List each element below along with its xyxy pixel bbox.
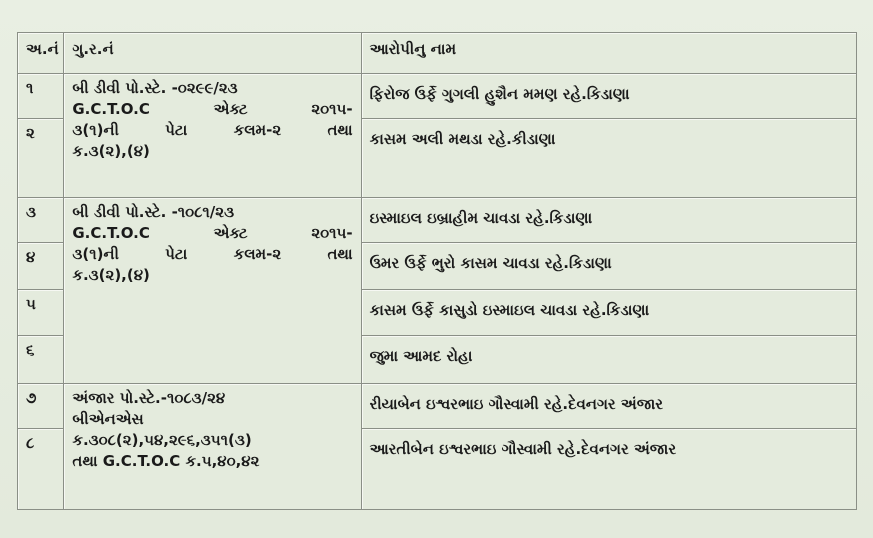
- header-accused-name: આરોપીનુ નામ: [361, 33, 856, 74]
- table-row: [18, 74, 857, 119]
- serial-no: ૮: [18, 429, 64, 510]
- serial-no: ૫: [18, 289, 64, 335]
- accused-name: કાસમ અલી મથડા રહે.કીડાણા: [361, 119, 856, 198]
- serial-no: ૩: [18, 197, 64, 242]
- case-line: ક.૩૦૮(૨),૫૪,૨૯૬,૩૫૧(૩): [72, 430, 252, 449]
- case-line: ૩(૧)ની પેટા કલમ-૨ તથા: [72, 121, 353, 139]
- accused-name: રીયાબેન ઇશ્વરભાઇ ગૌસ્વામી રહે.દેવનગર અંજાર: [361, 383, 856, 428]
- accused-name: ફિરોજ ઉર્ફે ગુગલી હુશૈન મમણ રહે.કિડાણા: [361, 74, 856, 119]
- header-row: [18, 33, 857, 74]
- serial-no: ૧: [18, 74, 64, 119]
- case-line: G.C.T.O.C એક્ટ ૨૦૧૫-: [72, 223, 353, 242]
- case-line: ક.૩(૨),(૪): [72, 265, 150, 284]
- case-reference: [64, 74, 361, 198]
- case-line: અંજાર પો.સ્ટે.-૧૦૮૩/૨૪: [72, 388, 226, 407]
- table-row: [18, 197, 857, 242]
- table-row: [18, 383, 857, 428]
- accused-name: જુમા આમદ રોહા: [361, 336, 856, 384]
- serial-no: ૪: [18, 243, 64, 289]
- accused-name: ઇસ્માઇલ ઇબ્રાહીમ ચાવડા રહે.કિડાણા: [361, 197, 856, 242]
- accused-table: [17, 32, 857, 510]
- header-case-no: ગુ.ર.નં: [64, 33, 361, 74]
- accused-name: ઉમર ઉર્ફે ભુરો કાસમ ચાવડા રહે.કિડાણા: [361, 243, 856, 289]
- case-line: ક.૩(૨),(૪): [72, 142, 150, 160]
- case-line: બી ડીવી પો.સ્ટે. -૧૦૮૧/૨૩: [72, 202, 235, 221]
- case-line: તથા G.C.T.O.C ક.૫,૪૦,૪૨: [72, 451, 260, 470]
- case-line: G.C.T.O.C એક્ટ ૨૦૧૫-: [72, 100, 353, 118]
- serial-no: ૨: [18, 119, 64, 198]
- case-reference: [64, 383, 361, 509]
- case-line: બી ડીવી પો.સ્ટે. -૦૨૯૯/૨૩: [72, 79, 238, 97]
- accused-name: કાસમ ઉર્ફે કાસુડો ઇસ્માઇલ ચાવડા રહે.કિડાણા: [361, 289, 856, 335]
- header-serial-no: અ.નં: [18, 33, 64, 74]
- case-line: બીએનએસ: [72, 409, 144, 428]
- serial-no: ૬: [18, 336, 64, 384]
- serial-no: ૭: [18, 383, 64, 428]
- accused-name: આરતીબેન ઇશ્વરભાઇ ગૌસ્વામી રહે.દેવનગર અંજાર: [361, 429, 856, 510]
- case-line: ૩(૧)ની પેટા કલમ-૨ તથા: [72, 244, 353, 263]
- case-reference: [64, 197, 361, 383]
